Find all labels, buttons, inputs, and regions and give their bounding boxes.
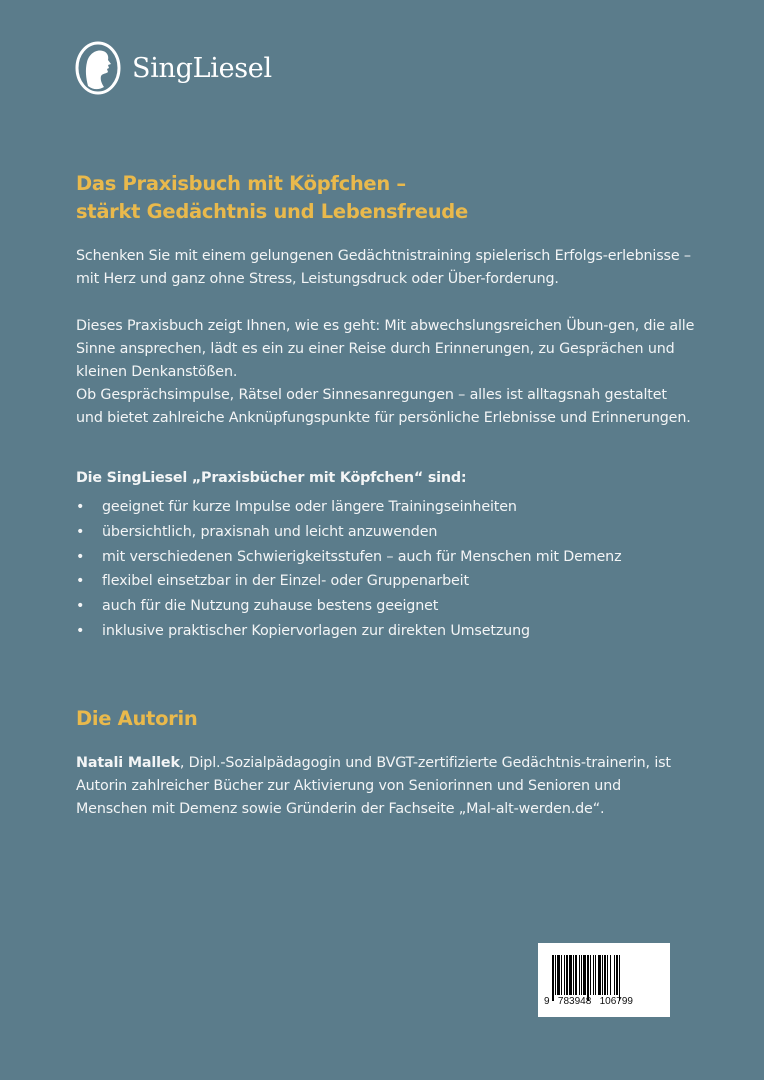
bullet-icon: • <box>76 622 85 639</box>
main-heading <box>76 170 676 226</box>
author-name: Natali Mallek <box>76 755 180 771</box>
list-item <box>76 495 716 520</box>
features-list <box>76 495 716 644</box>
author-heading: Die Autorin <box>76 707 198 730</box>
list-item-text: auch für die Nutzung zuhause bestens geeignet <box>102 598 439 615</box>
list-item-text: übersichtlich, praxisnah und leicht anzuwenden <box>102 523 438 540</box>
silhouette-cameo-icon <box>74 40 122 96</box>
list-item-text: inklusive praktischer Kopiervorlagen zur direkten Umsetzung <box>102 622 530 639</box>
list-item-text: geeignet für kurze Impulse oder längere Trainingseinheiten <box>102 499 517 515</box>
bullet-icon: • <box>76 598 85 615</box>
barcode-bars <box>552 955 656 999</box>
bullet-icon: • <box>76 573 85 590</box>
author-bio <box>76 752 696 821</box>
list-item <box>76 520 716 545</box>
brand-name: SingLiesel <box>132 52 272 84</box>
author-bio-text: , Dipl.-Sozialpädagogin und BVGT-zertifizierte Gedächtnis-trainerin, ist Autorin zahlreicher Bücher zur Aktivierung von Seniorinnen und Senioren und Menschen mit Demenz sowie Gründerin der Fachseite „Mal-alt-werden.de“. <box>76 755 671 817</box>
list-item <box>76 594 716 619</box>
main-heading-line2: stärkt Gedächtnis und Lebensfreude <box>76 200 468 223</box>
list-item <box>76 569 716 594</box>
isbn-barcode <box>538 943 670 1017</box>
list-item <box>76 545 716 570</box>
barcode-digits: 9 783948 106799 <box>544 996 633 1007</box>
list-item-text: flexibel einsetzbar in der Einzel- oder Gruppenarbeit <box>102 573 469 590</box>
bullet-icon: • <box>76 499 85 515</box>
intro-paragraph: Schenken Sie mit einem gelungenen Gedächtnistraining spielerisch Erfolgs-erlebnisse – mit Herz und ganz ohne Stress, Leistungsdruck oder Über-forderung. <box>76 248 691 287</box>
bullet-icon: • <box>76 523 85 540</box>
main-heading-line1: Das Praxisbuch mit Köpfchen – <box>76 172 406 195</box>
list-item-text: mit verschiedenen Schwierigkeitsstufen – auch für Menschen mit Demenz <box>102 548 622 565</box>
brand-logo <box>74 40 272 96</box>
description-paragraph: Dieses Praxisbuch zeigt Ihnen, wie es geht: Mit abwechslungsreichen Übun-gen, die alle Sinne ansprechen, lädt es ein zu einer Reise durch Erinnerungen, zu Gesprächen und kleinen Denkanstößen. <box>76 318 695 380</box>
list-item <box>76 619 716 644</box>
details-paragraph: Ob Gesprächsimpulse, Rätsel oder Sinnesanregungen – alles ist alltagsnah gestaltet und bietet zahlreiche Anknüpfungspunkte für persönliche Erlebnisse und Erinnerungen. <box>76 387 691 426</box>
features-title: Die SingLiesel „Praxisbücher mit Köpfchen“ sind: <box>76 470 467 486</box>
bullet-icon: • <box>76 548 85 565</box>
